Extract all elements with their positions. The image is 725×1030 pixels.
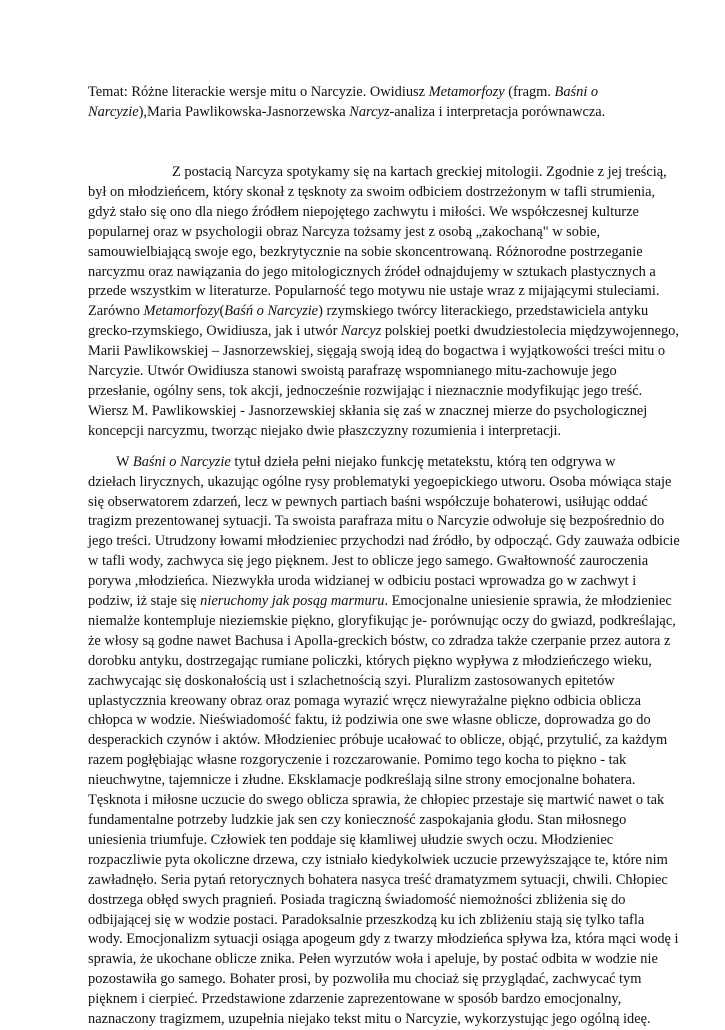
text-run: uniesienia triumfuje. Człowiek ten poddaje się kłamliwej ułudzie swych oczu. Młodzieniec: [88, 831, 614, 848]
italic-text-run: Baśń o Narcyzie: [224, 303, 319, 320]
text-run: Temat: Różne literackie wersje mitu o Narcyzie. Owidiusz: [88, 84, 429, 100]
text-run: -analiza i interpretacja porównawcza.: [389, 103, 606, 120]
text-line: [88, 342, 666, 362]
text-run: przede wszystkim w literaturze. Popularność tego motywu nie ustaje wraz z mijającymi stuleciami.: [88, 283, 660, 300]
text-run: ) rzymskiego twórcy literackiego, przedstawiciela antyku: [318, 303, 649, 320]
text-line: [88, 990, 648, 1010]
text-run: jego treści. Utrudzony łowami młodzieniec przychodzi nad źródło, by odpocząć. Gdy zauważa odbicie: [88, 533, 680, 550]
text-run: że włosy są godne nawet Bachusa i Apolla-greckich bóstw, co zdradza także czerpanie przez autora z: [88, 632, 671, 649]
text-run: . Emocjonalne uniesienie sprawia, że młodzieniec: [384, 593, 672, 610]
text-run: Marii Pawlikowskiej – Jasnorzewskiej, sięgają swoją ideą do bogactwa i wyjątkowości treści mitu o: [88, 343, 666, 360]
text-run: (: [219, 303, 225, 320]
paragraph-mythology-intro: [88, 163, 679, 442]
text-line: [88, 751, 648, 771]
text-line: [88, 302, 648, 322]
text-line: [88, 851, 668, 871]
text-line: [88, 322, 679, 342]
text-run: naznaczony tragizmem, uzupełnia niejako tekst mitu o Narcyzie, wykorzystując jego ogólną ideę.: [88, 1011, 651, 1028]
text-run: koncepcji narcyzmu, tworząc niejako dwie płaszczyzny rozumienia i interpretacji.: [88, 422, 562, 439]
text-run: gdyż stało się ono dla niego źródłem niepojętego zachwytu i miłości. We współczesnej kulturze: [88, 203, 639, 220]
text-run: (fragm.: [504, 84, 555, 100]
text-line: [88, 652, 652, 672]
text-line: [88, 930, 679, 950]
text-run: przesłanie, ogólny sens, tok akcji, jednocześnie rozwijając i nieznacznie modyfikując jego treść.: [88, 382, 643, 399]
text-line: [88, 831, 648, 851]
text-line: [88, 493, 648, 513]
text-line: [88, 362, 648, 382]
text-line: [88, 572, 648, 592]
text-run: tytuł dzieła pełni niejako funkcję metatekstu, którą ten odgrywa w: [230, 453, 616, 470]
text-run: niemalże kontempluje nieziemskie piękno, gloryfikując je- porównując oczy do gwiazd, podkreślając,: [88, 612, 676, 629]
italic-text-run: Narcyz: [349, 103, 390, 120]
document-body: [88, 163, 680, 1030]
text-line: [88, 402, 648, 422]
italic-text-run: nieruchomy jak posąg marmuru: [200, 593, 385, 610]
text-line: [88, 223, 648, 243]
italic-text-run: Metamorfozy: [143, 303, 220, 320]
text-run: zachwycając się doskonałością ust i szlachetnością szyi. Pluralizm zastosowanych epitetów: [88, 672, 615, 689]
italic-text-run: Baśni o: [554, 84, 599, 100]
text-line: [88, 1010, 651, 1030]
text-line: [88, 771, 648, 791]
text-run: tragizm prezentowanej sytuacji. Ta swoista parafraza mitu o Narcyzie odwołuje się bezpośrednio do: [88, 513, 665, 530]
text-line: [88, 950, 658, 970]
italic-text-run: Narcyz: [340, 323, 382, 340]
text-line: [88, 692, 648, 712]
text-run: Z postacią Narcyza spotykamy się na kartach greckiej mitologii. Zgodnie z jej treścią,: [172, 164, 667, 180]
text-line: [88, 532, 680, 552]
text-line: [88, 512, 665, 532]
paragraph-gap: [88, 442, 648, 453]
text-run: Narcyzie. Utwór Owidiusza stanowi swoistą parafrazę wspomnianego mitu-zachowuje jego: [88, 363, 617, 380]
text-run: chłopca w wodzie. Nieświadomość faktu, iż podziwia one swe własne oblicze, doprowadza go do: [88, 712, 651, 729]
text-line: [88, 243, 648, 263]
text-run: rozpaczliwie pyta okoliczne drzewa, czy istniało kiedykolwiek uczucie przewyższające te, które nim: [88, 851, 668, 868]
text-line: [88, 871, 668, 891]
italic-text-run: Metamorfozy: [428, 84, 505, 100]
text-run: odbijającej się w wodzie postaci. Paradoksalnie przeszkodzą ku ich zbliżeniu stają się tylko tafla: [88, 911, 645, 928]
text-line: [88, 970, 648, 990]
text-run: nieuchwytne, tajemnicze i złudne. Eksklamacje podkreślają silne strony emocjonalne bohatera.: [88, 772, 636, 789]
text-line: [88, 552, 648, 572]
text-run: porywa ,młodzieńca. Niezwykła uroda widzianej w odbiciu postaci wprowadza go w zachwyt i: [88, 573, 637, 590]
text-run: dorobku antyku, dostrzegając rumiane policzki, których piękno wypływa z młodzieńczego wieku,: [88, 652, 652, 669]
text-run: Wiersz M. Pawlikowskiej - Jasnorzewskiej skłania się zaś w znacznej mierze do psychologicznej: [88, 402, 648, 419]
text-line: [88, 672, 648, 692]
text-line: [88, 632, 671, 652]
paragraph-basn-analysis: [88, 453, 680, 1030]
text-line: [88, 453, 648, 473]
text-line: [88, 183, 656, 203]
text-line: [88, 731, 668, 751]
text-run: w tafli wody, zachwyca się jego pięknem. Jest to oblicze jego samego. Gwałtowność zauroczenia: [88, 553, 649, 570]
heading-line: [88, 103, 648, 123]
text-run: popularnej oraz w psychologii obraz Narcyza tożsamy jest z osobą „zakochaną" w sobie,: [88, 223, 601, 240]
document-heading: [88, 83, 648, 123]
text-line: [88, 791, 665, 811]
text-run: zawładnęło. Seria pytań retorycznych bohatera nasyca treść dramatyzmem sytuacji, chwili. Chłopiec: [88, 871, 668, 888]
text-run: dziełach lirycznych, ukazując ogólne rysy problematyki yegoepickiego utworu. Osoba mówiąca staje: [88, 473, 672, 490]
text-line: [88, 422, 648, 442]
text-run: W: [116, 453, 133, 470]
text-run: desperackich czynów i aktów. Młodzieniec próbuje ucałować to oblicze, objąć, przytulić, za każdym: [88, 732, 668, 749]
text-line: [88, 592, 672, 612]
text-line: [88, 282, 660, 302]
text-run: Zarówno: [88, 303, 144, 320]
text-run: ),Maria Pawlikowska-Jasnorzewska: [138, 103, 350, 120]
text-run: fundamentalne potrzeby ludzkie jak sen czy konieczność zaspokajania głodu. Stan miłosnego: [88, 812, 627, 828]
text-line: [88, 163, 667, 183]
text-line: [88, 911, 648, 931]
text-line: [88, 473, 672, 493]
text-run: wody. Emocjonalizm sytuacji osiąga apogeum gdy z twarzy młodzieńca spływa łza, która mąci wodę i: [88, 931, 679, 948]
italic-text-run: Baśni o Narcyzie: [132, 453, 231, 470]
text-line: [88, 612, 676, 632]
text-line: [88, 711, 651, 731]
text-run: się obserwatorem zdarzeń, lecz w pewnych partiach baśni współczuje bohaterowi, usiłując oddać: [88, 493, 648, 510]
italic-text-run: Narcyzie: [88, 103, 139, 120]
text-run: był on młodzieńcem, który skonał z tęsknoty za swoim odbiciem dostrzeżonym w tafli strumienia,: [88, 183, 656, 200]
text-run: dostrzega obłęd swych pragnień. Posiada tragiczną świadomość niemożności zbliżenia się do: [88, 891, 626, 908]
text-run: Tęsknota i miłosne uczucie do swego oblicza sprawia, że chłopiec przestaje się martwić nawet o tak: [88, 792, 665, 809]
text-run: razem pogłębiając własne rozgoryczenie i rozczarowanie. Pomimo tego kocha to piękno - tak: [88, 752, 627, 769]
text-line: [88, 263, 656, 283]
text-line: [88, 203, 648, 223]
text-run: podziw, iż staje się: [88, 593, 201, 610]
text-run: pozostawiła go samego. Bohater prosi, by pozwoliła mu chociaż się przyglądać, zachwycać tym: [88, 971, 642, 988]
text-run: polskiej poetki dwudziestolecia międzywojennego,: [381, 323, 679, 340]
text-run: sprawia, że ukochane oblicze znika. Pełen wyrzutów woła i apeluje, by postać odbita w wodzie nie: [88, 951, 658, 968]
text-run: grecko-rzymskiego, Owidiusza, jak i utwór: [88, 323, 341, 340]
text-run: uplastyczznia kreowany obraz oraz pomaga wyrazić wręcz niewyrażalne piękno odbicia oblicza: [88, 692, 641, 709]
text-run: narcyzmu oraz nawiązania do jego mitologicznych źródeł odnajdujemy w sztukach plastycznych a: [88, 263, 656, 280]
text-run: pięknem i cierpieć. Przedstawione zdarzenie zaprezentowane w sposób bardzo emocjonalny,: [88, 991, 622, 1008]
text-line: [88, 811, 648, 831]
text-line: [88, 891, 648, 911]
heading-line: [88, 83, 648, 103]
text-line: [88, 382, 648, 402]
text-run: samouwielbiającą swoje ego, bezkrytycznie na sobie skoncentrowaną. Różnorodne postrzeganie: [88, 243, 643, 260]
